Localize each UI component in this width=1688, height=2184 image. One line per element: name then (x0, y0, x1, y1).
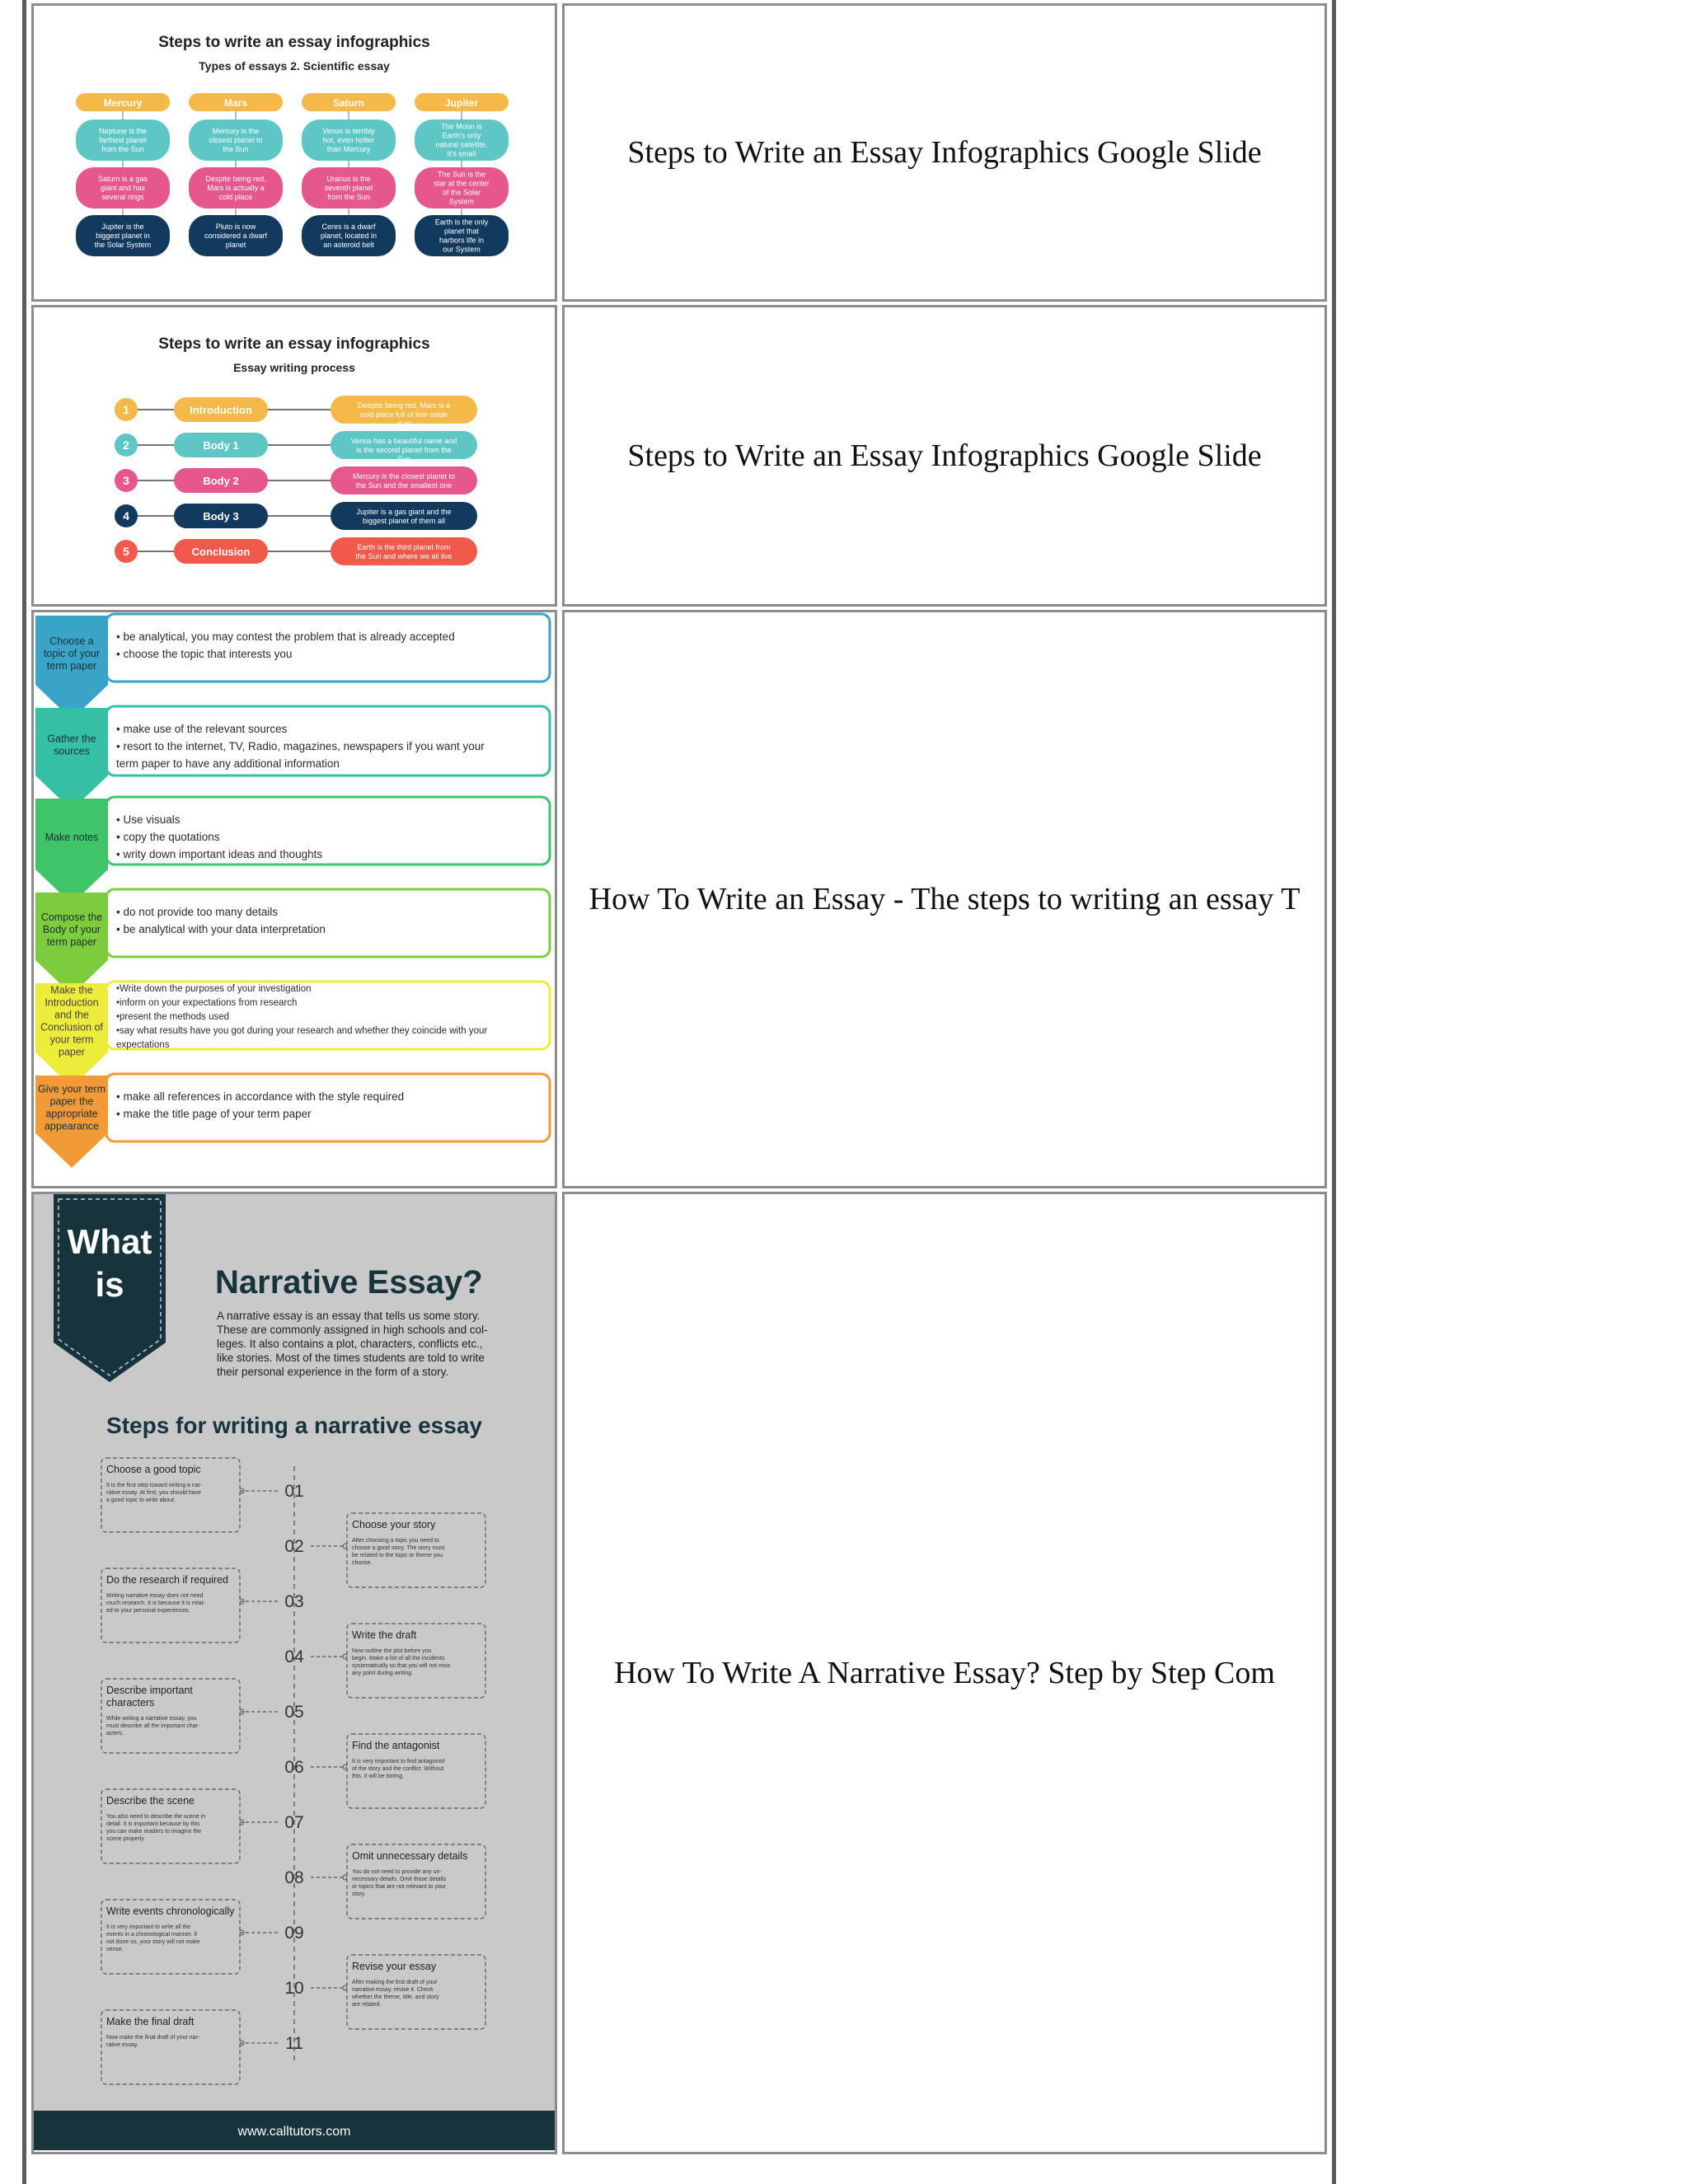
step-label: paper the (49, 1095, 94, 1108)
table-row (31, 1192, 1327, 2154)
step-card-title: Choose a good topic (106, 1464, 201, 1475)
step-card-body: begin. Make a list of all the incidents (352, 1656, 445, 1661)
info-pill-text: of the Solar (442, 188, 481, 197)
step-card-body: Writing narrative essay does not need (106, 1593, 204, 1599)
step-card-body: ed to your personal experiences. (106, 1608, 190, 1614)
step-card-body: rative essay. At first, you should have (106, 1490, 202, 1496)
step-card-body: It is very important to write all the (106, 1924, 191, 1930)
table-row (31, 305, 1327, 607)
step-number: 04 (284, 1647, 304, 1666)
step-number: 02 (284, 1537, 304, 1556)
step-number: 10 (284, 1979, 304, 1998)
step-number: 07 (284, 1813, 304, 1832)
step-bullet: • copy the quotations (116, 831, 220, 843)
step-card-body: are related. (352, 2002, 382, 2008)
step-card-body: be related to the topic or theme you (352, 1553, 443, 1558)
info-pill-text: planet, located in (320, 232, 377, 240)
step-bullet: • do not provide too many details (116, 906, 279, 918)
caption-text: Steps to Write an Essay Infographics Google Slide (627, 135, 1262, 170)
step-label: Body 2 (203, 475, 239, 487)
slide-title: Steps to write an essay infographics (158, 335, 430, 353)
step-label: term paper (46, 660, 97, 672)
step-card-title: Revise your essay (352, 1961, 437, 1972)
info-pill-text: Uranus is the (326, 175, 371, 183)
step-card-body: events in a chronological manner. If (106, 1932, 198, 1938)
slide-title: Steps to write an essay infographics (158, 34, 430, 51)
step-description: Despite being red, Mars is a (357, 401, 451, 410)
info-pill-text: harbors life in (438, 236, 485, 245)
step-bullet: • Use visuals (116, 813, 181, 826)
info-pill-text: Mars is actually a (207, 184, 265, 192)
step-description: Sun (396, 455, 411, 463)
step-bullet: • writy down important ideas and thoughts (116, 848, 323, 860)
step-chevron (35, 708, 108, 810)
step-label: term paper (46, 936, 97, 948)
caption-cell[interactable] (562, 305, 1327, 607)
slide-essay-writing-process (34, 307, 555, 602)
info-pill-text: planet that (443, 227, 480, 236)
step-card-body: detail. It is important because by this (106, 1821, 200, 1827)
step-card-body: any point during writing. (352, 1671, 413, 1676)
poster-title: Narrative Essay? (215, 1264, 483, 1301)
info-pill-text: closest planet to (209, 136, 263, 144)
info-pill-text: Saturn is a gas (97, 175, 148, 183)
caption-cell[interactable] (562, 610, 1327, 1188)
step-bullet: • make the title page of your term paper (116, 1108, 312, 1120)
step-description: biggest planet of them all (362, 517, 446, 525)
info-pill-text: Earth's only (442, 131, 481, 140)
step-card-body: you can make readers to imagine the (106, 1829, 202, 1835)
slide-subtitle: Essay writing process (233, 361, 355, 374)
poster-intro-line: A narrative essay is an essay that tells us some story. (217, 1310, 481, 1322)
info-pill-text: from the Sun (101, 145, 144, 153)
infographic-term-paper-steps (34, 612, 555, 1184)
step-number: 1 (123, 403, 129, 416)
step-label: your term (49, 1033, 94, 1046)
step-label: Introduction (190, 404, 252, 416)
step-label: Conclusion (191, 546, 251, 558)
table-row (31, 3, 1327, 302)
step-bullet: • be analytical with your data interpretation (116, 923, 326, 935)
info-pill-text: cold place (218, 193, 253, 201)
step-label: sources (54, 745, 90, 757)
step-card-title: Find the antagonist (352, 1740, 440, 1751)
step-description: is the second planet from the (356, 446, 452, 454)
results-table (26, 0, 1332, 2158)
caption-text: How To Write A Narrative Essay? Step by Step Com (614, 1656, 1275, 1690)
step-card-title: Describe the scene (106, 1795, 195, 1807)
step-label: Make notes (45, 832, 99, 843)
caption-text: Steps to Write an Essay Infographics Google Slide (627, 438, 1262, 473)
steps-heading: Steps for writing a narrative essay (106, 1413, 482, 1438)
step-card-body: choose a good story. The story must (352, 1545, 445, 1551)
step-number: 09 (284, 1924, 304, 1943)
step-bullet: expectations (116, 1040, 170, 1050)
step-number: 4 (123, 509, 129, 523)
poster-footer-url: www.calltutors.com (237, 2125, 351, 2139)
step-card-body: or topics that are not relevant to your (352, 1884, 447, 1890)
poster-intro-line: like stories. Most of the times students are told to write (217, 1352, 485, 1364)
caption-cell[interactable] (562, 1192, 1327, 2154)
badge-line2: is (95, 1265, 124, 1304)
column-header-label: Mars (223, 97, 248, 109)
step-card-title: Make the final draft (106, 2016, 195, 2027)
step-bullet: • choose the topic that interests you (116, 648, 293, 660)
info-pill-text: Mercury is the (212, 127, 260, 135)
info-pill-text: Neptune is the (98, 127, 148, 135)
info-pill-text: farthest planet (99, 136, 147, 144)
step-bullet: term paper to have any additional information (116, 757, 340, 770)
step-card-body: While writing a narrative essay, you (106, 1716, 197, 1722)
step-card-title: Write the draft (352, 1629, 417, 1641)
step-card-body: story. (352, 1891, 366, 1897)
step-card-title: Write events chronologically (106, 1905, 235, 1917)
step-description-pill (331, 466, 477, 494)
step-bullet: •present the methods used (116, 1012, 230, 1022)
caption-cell[interactable] (562, 3, 1327, 302)
image-cell[interactable] (31, 3, 557, 302)
step-number: 2 (123, 438, 129, 452)
step-label: paper (59, 1046, 85, 1058)
step-description: the Sun and where we all live (355, 552, 452, 560)
step-number: 05 (284, 1703, 304, 1722)
step-card-body: of the story and the conflict. Without (352, 1766, 444, 1772)
info-pill-text: considered a dwarf (204, 232, 268, 240)
info-pill-text: Jupiter is the (101, 223, 144, 231)
step-number: 01 (284, 1482, 304, 1501)
info-pill-text: The Moon is (441, 122, 482, 131)
step-label: Give your term (38, 1083, 106, 1095)
step-description: cold place full of iron oxide (359, 410, 448, 419)
step-description: Venus has a beautiful name and (350, 437, 457, 445)
step-label: Compose the (40, 912, 103, 923)
step-description: dust (396, 419, 411, 428)
step-label: and the (54, 1009, 89, 1021)
step-label: appropriate (45, 1108, 98, 1120)
info-pill-text: Ceres is a dwarf (321, 223, 376, 231)
info-pill-text: biggest planet in (96, 232, 150, 240)
step-bullet: • make all references in accordance with the style required (116, 1090, 405, 1103)
column-header-label: Saturn (332, 97, 365, 109)
step-bullet: • resort to the internet, TV, Radio, magazines, newspapers if you want your (116, 740, 485, 752)
step-label: topic of your (43, 648, 101, 659)
info-pill-text: It's small (447, 149, 476, 158)
step-number: 5 (123, 545, 129, 558)
info-pill-text: Venus is terribly (322, 127, 375, 135)
poster-narrative-essay (34, 1194, 555, 2150)
step-description: Earth is the third planet from (357, 543, 451, 551)
step-description-pill (331, 537, 477, 565)
slide-subtitle: Types of essays 2. Scientific essay (199, 59, 390, 73)
step-number: 3 (123, 474, 129, 487)
step-label: Conclusion of (40, 1021, 103, 1033)
step-card-title: Do the research if required (106, 1574, 228, 1586)
info-pill-text: giant and has (100, 184, 146, 192)
info-pill-text: Earth is the only (434, 218, 489, 227)
step-card-body: whether the theme, title, and story (352, 1994, 439, 2000)
step-description-pill (331, 502, 477, 530)
step-bullet: •inform on your expectations from research (116, 998, 298, 1008)
step-card-title: Describe important (106, 1685, 193, 1696)
table-row (31, 610, 1327, 1188)
step-card-body: not done so, your story will not make (106, 1939, 200, 1945)
step-bullet: • make use of the relevant sources (116, 723, 288, 735)
step-card-title: Omit unnecessary details (352, 1850, 468, 1862)
step-number: 06 (284, 1758, 304, 1777)
step-card-body: rative essay. (106, 2042, 138, 2048)
step-card-body: Now outline the plot before you (352, 1648, 432, 1654)
step-card-body: systematically so that you will not miss (352, 1663, 451, 1669)
step-card-body: choose. (352, 1560, 373, 1566)
step-card-body: sense. (106, 1947, 124, 1952)
info-pill-text: the Solar System (94, 241, 152, 249)
step-chevron (35, 799, 108, 904)
step-bullet: •say what results have you got during your research and whether they coincide with your (116, 1026, 488, 1036)
image-cell[interactable] (31, 1192, 557, 2154)
poster-intro-line: their personal experience in the form of a story. (217, 1366, 449, 1378)
step-card-body: It is the first step toward writing a nar- (106, 1483, 203, 1488)
step-label: Body of your (42, 924, 101, 935)
step-number: 08 (284, 1868, 304, 1887)
poster-intro-line: leges. It also contains a plot, characters, conflicts etc., (217, 1338, 483, 1350)
step-number: 03 (284, 1592, 304, 1611)
info-pill-text: our System (443, 245, 481, 254)
step-card-body: After choosing a topic you need to (352, 1538, 439, 1544)
step-label: Body 1 (203, 439, 239, 452)
step-card-body: necessary details. Omit those details (352, 1877, 446, 1882)
step-label: Introduction (45, 996, 99, 1009)
step-card-body: this, it will be boring. (352, 1774, 405, 1779)
step-card-title: characters (106, 1697, 155, 1708)
step-card-body: scene properly. (106, 1836, 146, 1842)
step-label: Choose a (49, 635, 94, 647)
step-card-body: narrative essay, revise it. Check (352, 1987, 434, 1993)
step-description: Mercury is the closest planet to (352, 472, 456, 480)
step-label: appearance (44, 1120, 100, 1132)
step-card-body: After making the first draft of your (352, 1980, 438, 1985)
info-pill-text: from the Sun (327, 193, 370, 201)
step-card-body: much research. It is because it is relat- (106, 1601, 205, 1606)
step-card-body: It is very important to find antagonist (352, 1759, 445, 1765)
poster-intro-line: These are commonly assigned in high schools and col- (217, 1324, 488, 1336)
step-label: Make the (50, 984, 93, 996)
column-header-label: Jupiter (444, 97, 479, 109)
image-cell[interactable] (31, 610, 557, 1188)
step-description: Jupiter is a gas giant and the (356, 508, 452, 516)
image-cell[interactable] (31, 305, 557, 607)
info-pill-text: The Sun is the (437, 170, 486, 179)
step-description: the Sun and the smallest one (355, 481, 452, 490)
info-pill-text: seventh planet (324, 184, 373, 192)
step-card-body: Now make the final draft of your nar- (106, 2035, 200, 2041)
info-pill-text: the Sun (223, 145, 249, 153)
caption-text: How To Write an Essay - The steps to writing an essay T (588, 882, 1301, 916)
info-pill-text: star at the center (434, 179, 490, 188)
step-label: Body 3 (203, 510, 239, 523)
info-pill-text: Pluto is now (215, 223, 256, 231)
step-number: 11 (285, 2034, 303, 2053)
info-pill-text: hot, even hotter (322, 136, 375, 144)
step-card-body: You do not need to provide any un- (352, 1869, 442, 1875)
info-pill-text: an asteroid belt (323, 241, 374, 249)
slide-types-of-essays (34, 6, 555, 298)
info-pill-text: System (448, 197, 475, 206)
step-card-body: a good topic to write about. (106, 1497, 176, 1503)
step-card-body: must describe all the important char- (106, 1723, 200, 1729)
step-card-title: Choose your story (352, 1519, 436, 1530)
info-pill-text: Despite being red, (205, 175, 266, 183)
info-pill-text: several rings (101, 193, 144, 201)
step-card-body: acters. (106, 1731, 124, 1736)
step-bullet: •Write down the purposes of your investigation (116, 984, 312, 994)
step-label: Gather the (47, 733, 96, 745)
step-bullet: • be analytical, you may contest the problem that is already accepted (116, 630, 455, 643)
column-header-label: Mercury (103, 97, 143, 109)
info-pill-text: planet (225, 241, 246, 249)
badge-line1: What (67, 1222, 152, 1261)
info-pill-text: natural satellite. (435, 140, 488, 149)
info-pill-text: than Mercury (326, 145, 371, 153)
step-card-body: You also need to describe the scene in (106, 1814, 205, 1820)
